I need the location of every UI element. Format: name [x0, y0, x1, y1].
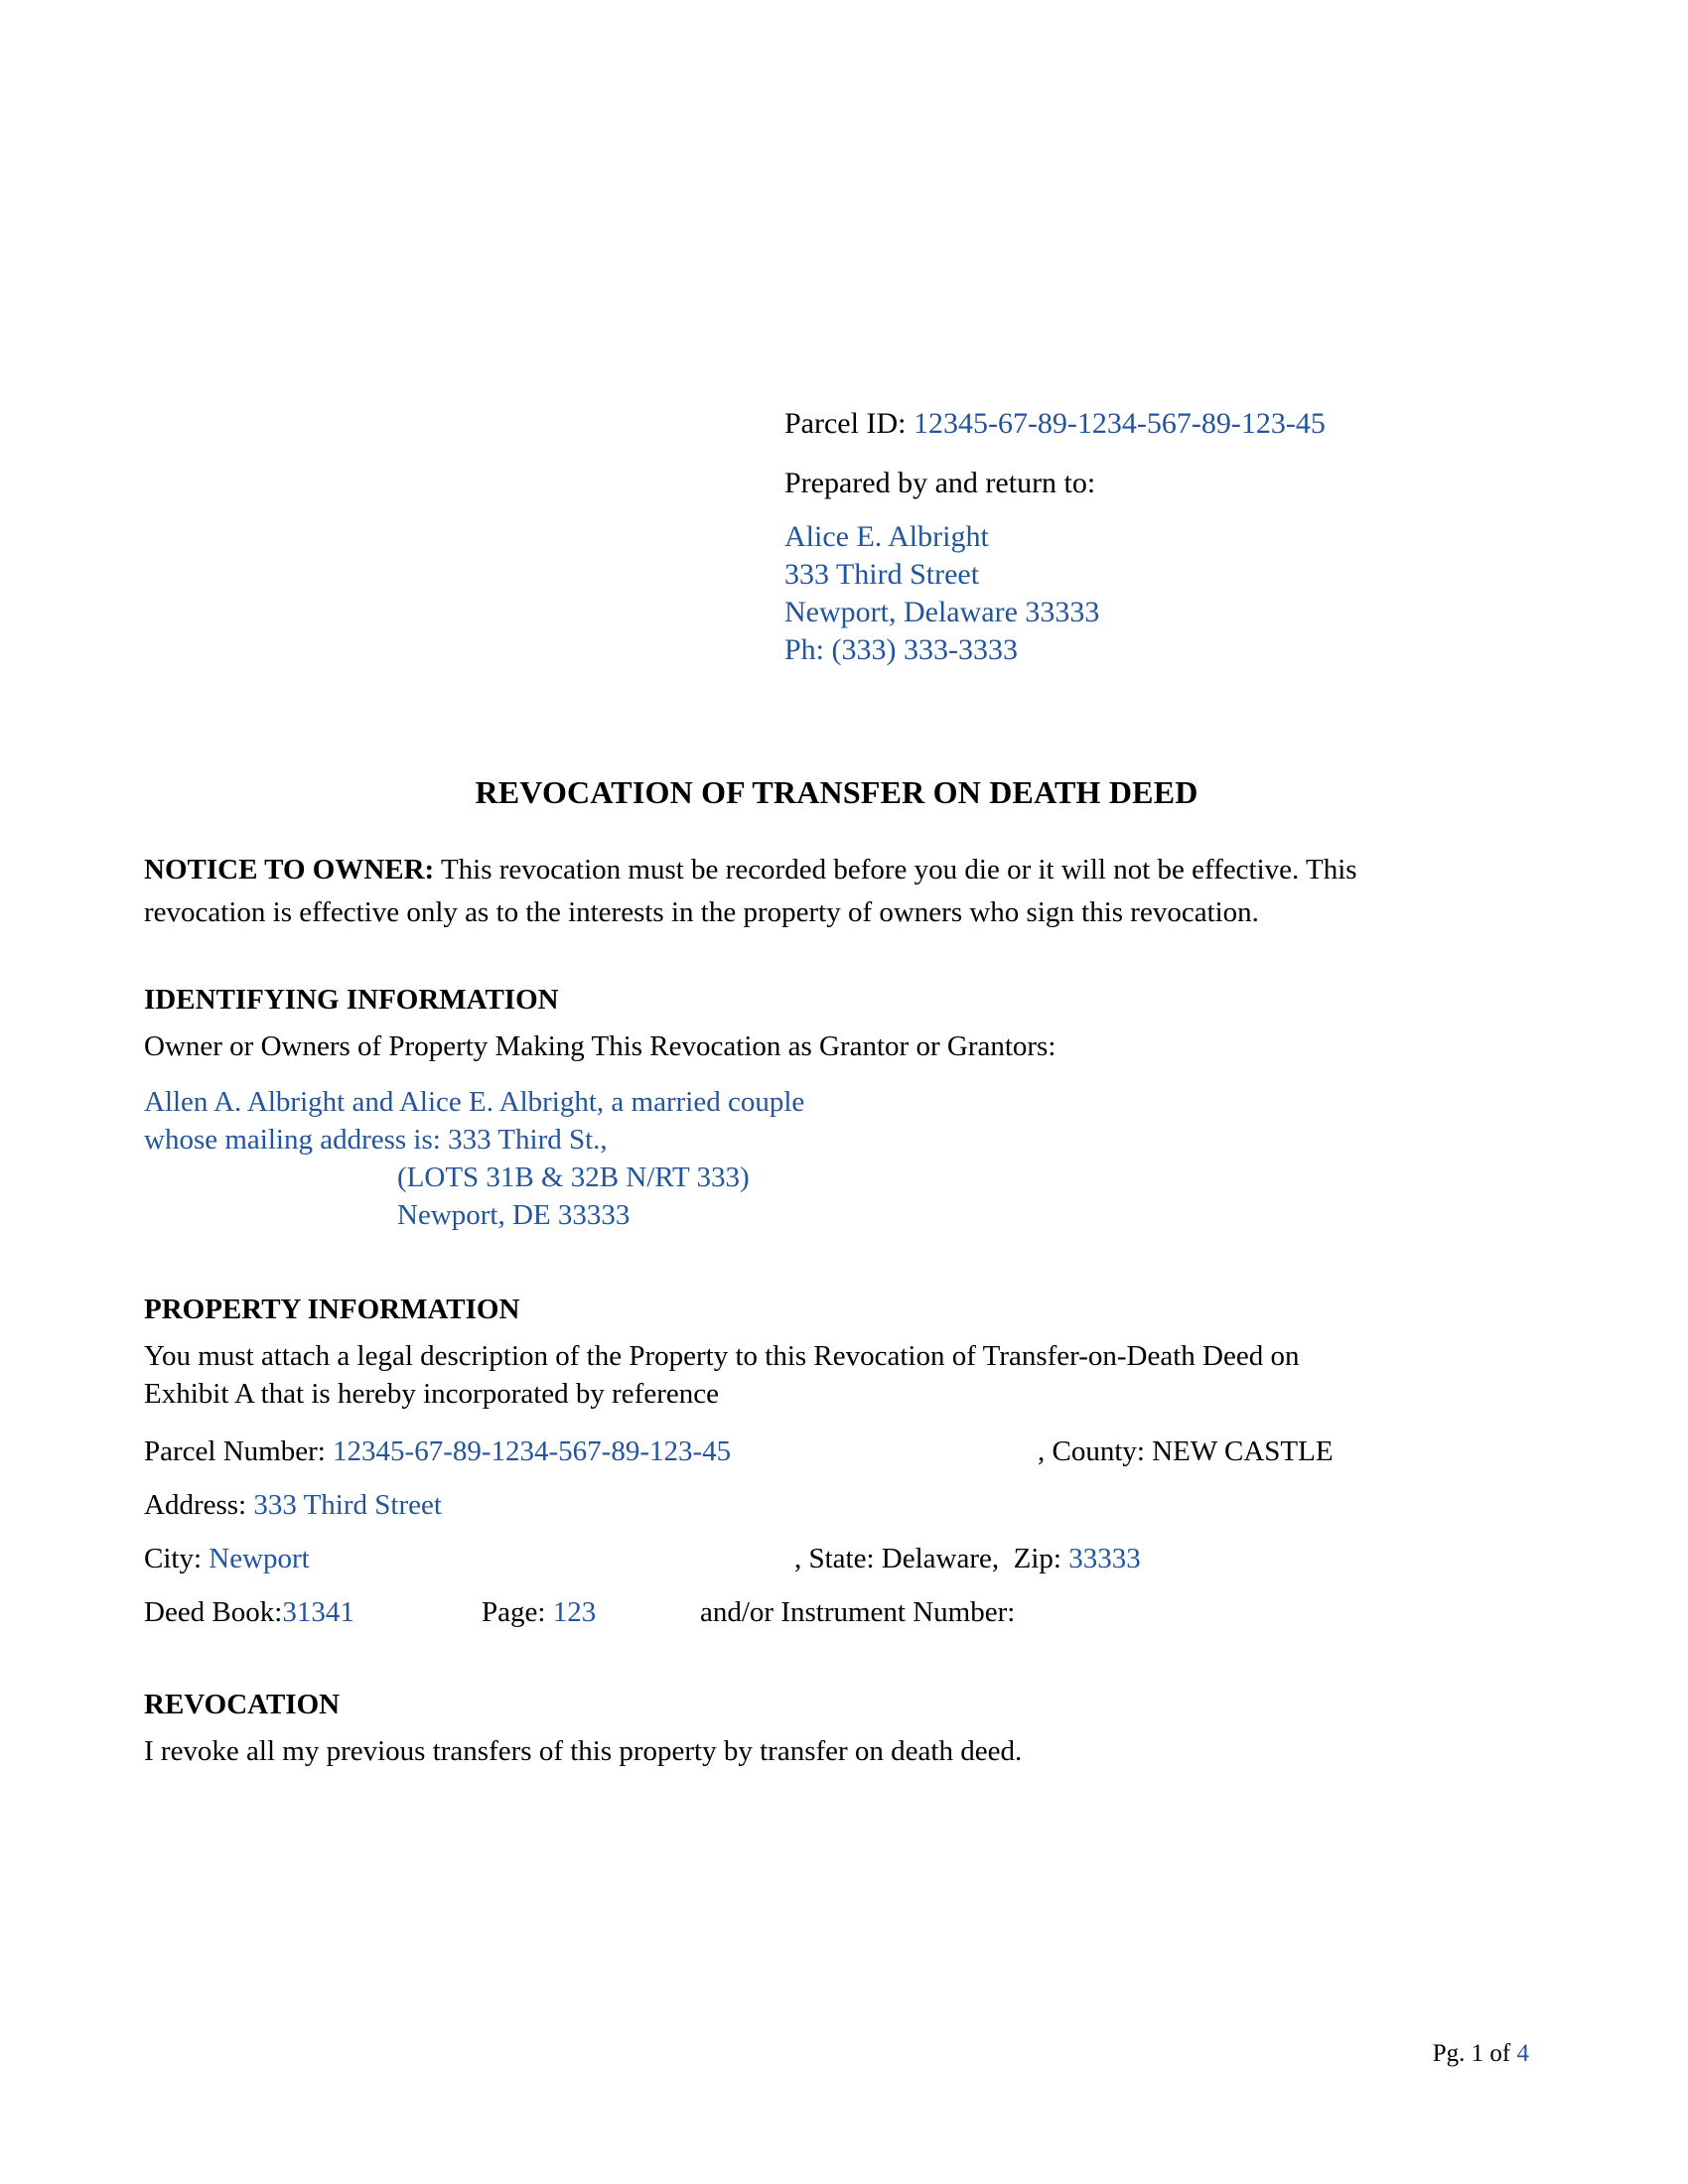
instrument-number-field: [700, 1591, 1015, 1633]
identifying-information-section: [144, 980, 1475, 1234]
parcel-id-label: Parcel ID:: [784, 407, 907, 440]
zip-value[interactable]: 33333: [1068, 1543, 1141, 1574]
revocation-text: I revoke all my previous transfers of this property by transfer on death deed.: [144, 1735, 1023, 1767]
state-label: , State:: [794, 1543, 875, 1574]
state-value[interactable]: Delaware,: [881, 1543, 1000, 1574]
return-to-name: Alice E. Albright: [784, 520, 989, 553]
county-label: , County:: [1038, 1435, 1145, 1467]
property-instruction-line-1: You must attach a legal description of the Property to this Revocation of Transfer-on-Death Deed on: [144, 1340, 1300, 1372]
prepared-by-label: Prepared by and return to:: [784, 467, 1096, 499]
notice-line-1: This revocation must be recorded before you die or it will not be effective.: [434, 854, 1300, 886]
property-information-section: [144, 1290, 1475, 1645]
county-value[interactable]: NEW CASTLE: [1152, 1435, 1334, 1467]
revocation-section: [144, 1685, 1475, 1770]
total-page-count: 4: [1516, 2040, 1529, 2067]
return-to-street: 333 Third Street: [784, 558, 980, 591]
document-body: [144, 849, 1475, 1770]
notice-to-owner-block: [144, 849, 1475, 934]
return-to-phone: Ph: (333) 333-3333: [784, 633, 1018, 666]
return-to-block: [784, 405, 1479, 669]
notice-line-2: This revocation is effective only as to the interests in the property of owners who sign this revocation.: [144, 854, 1357, 928]
parcel-id-line: [784, 405, 1479, 443]
county-field: [1038, 1431, 1334, 1472]
property-instruction-line-2: Exhibit A that is hereby incorporated by reference: [144, 1378, 719, 1410]
city-label: City:: [144, 1543, 203, 1574]
state-zip-field: [794, 1538, 1141, 1579]
property-information-heading: PROPERTY INFORMATION: [144, 1294, 520, 1325]
return-to-city-state-zip: Newport, Delaware 33333: [784, 596, 1100, 628]
parcel-number-row: [144, 1431, 1475, 1484]
notice-paragraph: [144, 849, 1475, 934]
city-value[interactable]: Newport: [209, 1543, 310, 1574]
zip-label: Zip:: [1013, 1543, 1061, 1574]
address-value[interactable]: 333 Third Street: [253, 1489, 442, 1521]
address-row: [144, 1484, 1475, 1538]
page-number-prefix: Pg. 1 of: [1432, 2040, 1511, 2067]
page-field: [482, 1591, 596, 1633]
page-label: Page:: [482, 1596, 546, 1628]
grantors-value: Allen A. Albright and Alice E. Albright, a married couple: [144, 1086, 805, 1118]
deed-book-label: Deed Book:: [144, 1596, 283, 1628]
parcel-number-label: Parcel Number:: [144, 1435, 326, 1467]
identifying-information-heading: IDENTIFYING INFORMATION: [144, 984, 559, 1016]
grantor-mailing-address-line-2: (LOTS 31B & 32B N/RT 333): [397, 1161, 750, 1193]
revocation-heading: REVOCATION: [144, 1689, 341, 1720]
parcel-number-value[interactable]: 12345-67-89-1234-567-89-123-45: [333, 1435, 732, 1467]
city-state-zip-row: [144, 1538, 1475, 1591]
page-footer: [0, 2040, 1529, 2068]
address-label: Address:: [144, 1489, 247, 1521]
notice-label: NOTICE TO OWNER:: [144, 854, 435, 886]
page-value[interactable]: 123: [552, 1596, 597, 1628]
grantor-mailing-address-line-3: Newport, DE 33333: [397, 1199, 631, 1231]
deed-book-row: [144, 1591, 1475, 1645]
page-title: REVOCATION OF TRANSFER ON DEATH DEED: [475, 774, 1198, 810]
deed-book-value[interactable]: 31341: [282, 1596, 354, 1628]
grantor-mailing-address-line-1: whose mailing address is: 333 Third St.,: [144, 1124, 608, 1156]
instrument-number-label: and/or Instrument Number:: [700, 1596, 1016, 1628]
parcel-id-value: 12345-67-89-1234-567-89-123-45: [913, 407, 1326, 440]
identifying-information-prompt: Owner or Owners of Property Making This Revocation as Grantor or Grantors:: [144, 1030, 1056, 1062]
